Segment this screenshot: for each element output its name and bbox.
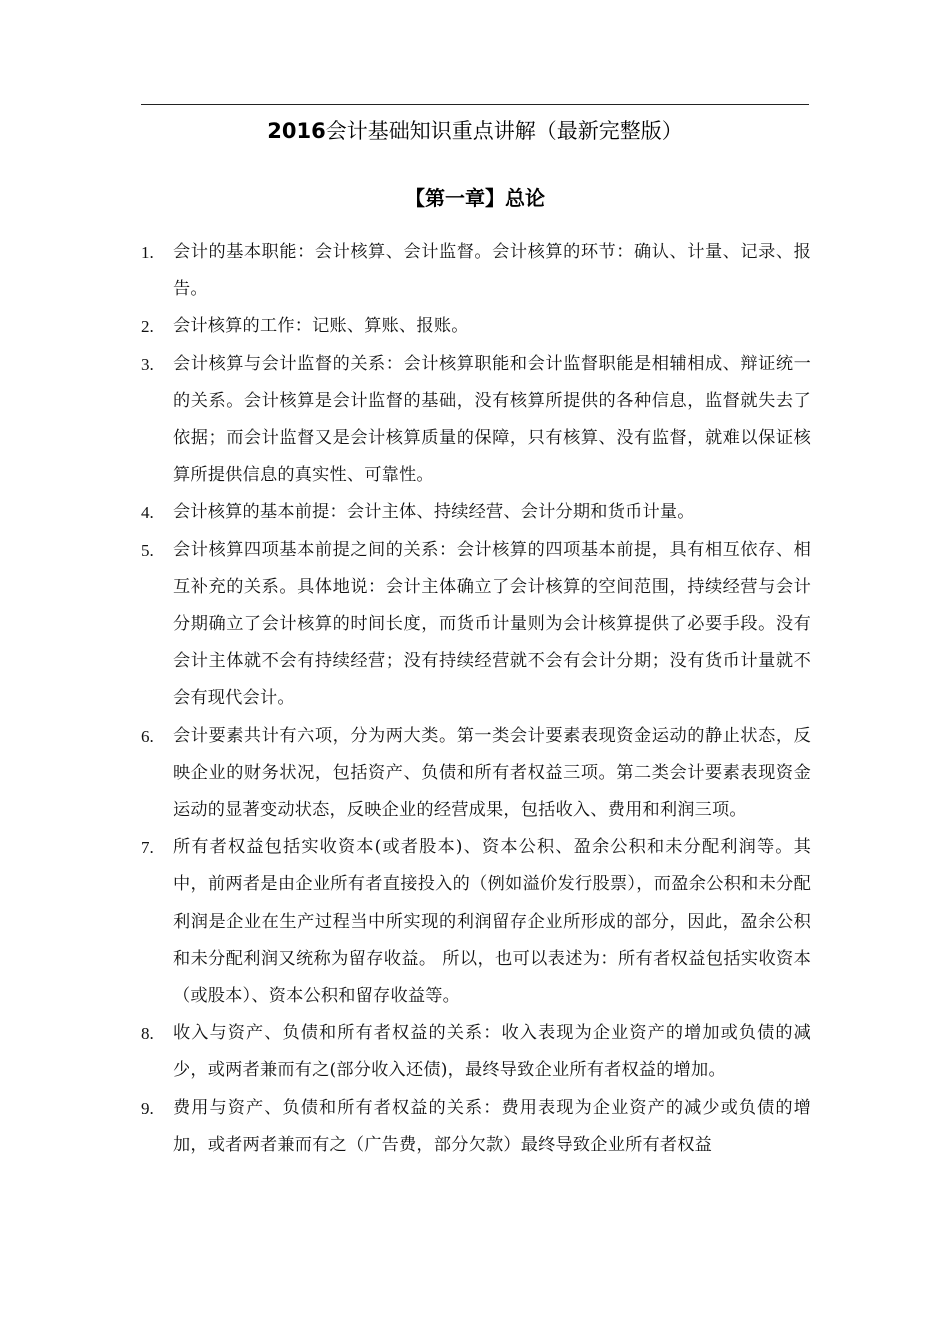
chapter-title: 【第一章】总论 bbox=[405, 186, 545, 210]
list-item bbox=[141, 829, 811, 1015]
list-item-number: 2. bbox=[141, 317, 154, 337]
list-item-text: 会计要素共计有六项，分为两大类。第一类会计要素表现资金运动的静止状态，反映企业的财务状况，包括资产、负债和所有者权益三项。第二类会计要素表现资金运动的显著变动状态，反映企业的经营成果，包括收入、费用和利润三项。 bbox=[173, 725, 811, 821]
list-item-number: 4. bbox=[141, 503, 154, 523]
list-item-number: 5. bbox=[141, 540, 154, 560]
list-item bbox=[141, 718, 811, 830]
list-item-text: 会计核算四项基本前提之间的关系：会计核算的四项基本前提，具有相互依存、相互补充的关系。具体地说：会计主体确立了会计核算的空间范围，持续经营与会计分期确立了会计核算的时间长度，而货币计量则为会计核算提供了必要手段。没有会计主体就不会有持续经营；没有持续经营就不会有会计分期；没有货币计量就不会有现代会计。 bbox=[173, 539, 811, 709]
list-item-number: 3. bbox=[141, 354, 154, 374]
document-title-text: 会计基础知识重点讲解（最新完整版） bbox=[325, 119, 683, 143]
document-title bbox=[141, 115, 809, 147]
list-item-text: 所有者权益包括实收资本(或者股本)、资本公积、盈余公积和未分配利润等。其中，前两者是由企业所有者直接投入的（例如溢价发行股票），而盈余公积和未分配利润是企业在生产过程当中所实现的利润留存企业所形成的部分，因此，盈余公积和未分配利润又统称为留存收益。 所以，也可以表述为：所有者权益包括实收资本（或股本）、资本公积和留存收益等。 bbox=[173, 837, 811, 1007]
list-item-text: 会计的基本职能：会计核算、会计监督。会计核算的环节：确认、计量、记录、报告。 bbox=[173, 242, 811, 300]
list-item-text: 会计核算与会计监督的关系：会计核算职能和会计监督职能是相辅相成、辩证统一的关系。会计核算是会计监督的基础，没有核算所提供的各种信息，监督就失去了依据；而会计监督又是会计核算质量的保障，只有核算、没有监督，就难以保证核算所提供信息的真实性、可靠性。 bbox=[173, 353, 811, 486]
list-item-number: 9. bbox=[141, 1098, 154, 1118]
list-item-text: 收入与资产、负债和所有者权益的关系：收入表现为企业资产的增加或负债的减少，或两者兼而有之(部分收入还债)，最终导致企业所有者权益的增加。 bbox=[173, 1023, 811, 1081]
list-item-number: 1. bbox=[141, 243, 154, 262]
list-item bbox=[141, 532, 811, 718]
list-item bbox=[141, 308, 811, 345]
document-title-year: 2016 bbox=[267, 119, 326, 143]
list-item bbox=[141, 494, 811, 531]
list-item bbox=[141, 1090, 811, 1164]
list-item bbox=[141, 1015, 811, 1089]
list-item bbox=[141, 234, 811, 308]
list-item-text: 会计核算的基本前提：会计主体、持续经营、会计分期和货币计量。 bbox=[173, 502, 695, 523]
list-item-number: 6. bbox=[141, 726, 154, 746]
numbered-list bbox=[141, 234, 811, 1164]
list-item-number: 7. bbox=[141, 838, 154, 858]
list-item-text: 费用与资产、负债和所有者权益的关系：费用表现为企业资产的减少或负债的增加，或者两者兼而有之（广告费，部分欠款）最终导致企业所有者权益 bbox=[173, 1097, 811, 1155]
header-rule bbox=[141, 104, 809, 105]
list-item-number: 8. bbox=[141, 1024, 154, 1044]
list-item-text: 会计核算的工作：记账、算账、报账。 bbox=[173, 316, 469, 337]
list-item bbox=[141, 346, 811, 495]
